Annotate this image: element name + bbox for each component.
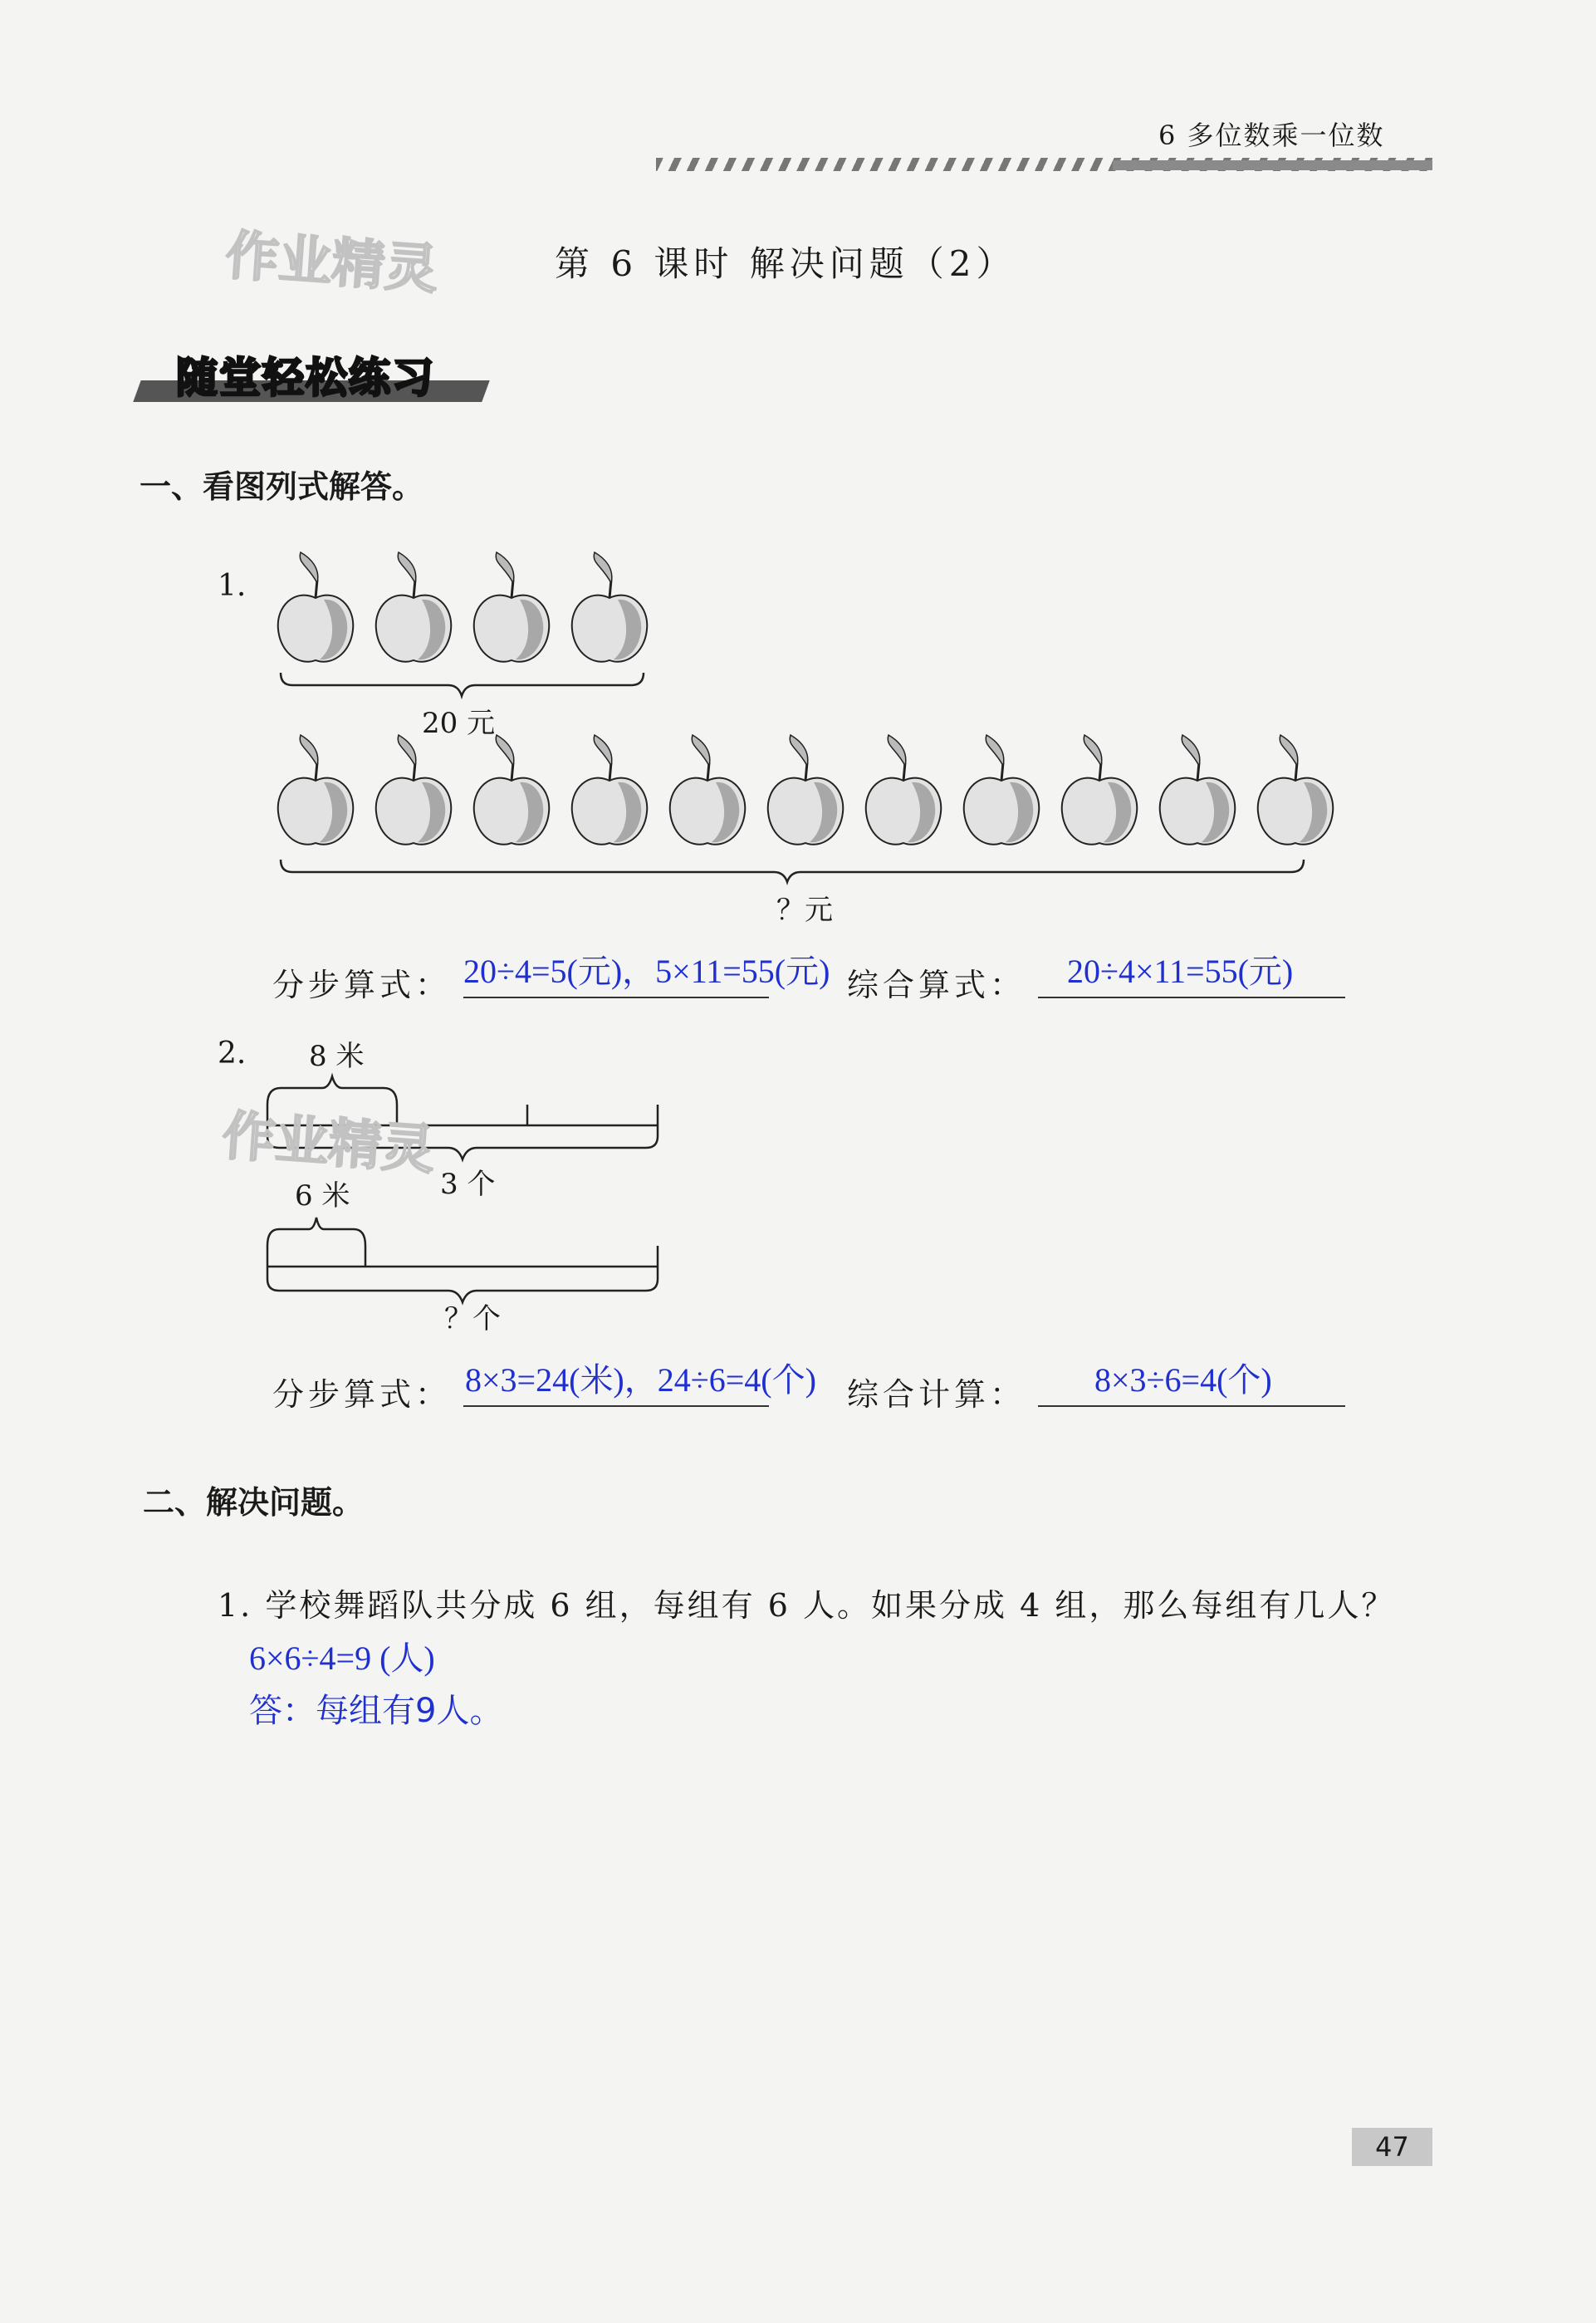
combined-formula-answer: 20÷4×11=55(元) (1067, 953, 1294, 990)
watermark: 作业精灵 (223, 225, 440, 301)
section-banner: 随堂轻松练习 (176, 354, 435, 402)
apple-icon (474, 735, 550, 845)
answer-underline (1038, 1405, 1345, 1407)
brace-top (281, 673, 644, 696)
apple-icon (278, 735, 354, 845)
apple-icon (866, 735, 942, 845)
question-calculation: 6×6÷4=9 (人) (249, 1639, 435, 1677)
apple-icon (572, 735, 648, 845)
step-formula-answer: 20÷4=5(元)，5×11=55(元) (463, 953, 830, 990)
page-number: 47 (1375, 2131, 1409, 2163)
section2-title: 二、解决问题。 (143, 1484, 365, 1521)
answer-underline (463, 1405, 769, 1407)
combined-calc-label: 综合计算： (847, 1376, 1026, 1413)
segment-length-label: 8 米 (309, 1040, 365, 1073)
question-text: 1. 学校舞蹈队共分成 6 组，每组有 6 人。如果分成 4 组，那么每组有几人？ (218, 1587, 1396, 1624)
question-answer: 答：每组有9人。 (249, 1692, 503, 1730)
apple-icon (964, 735, 1040, 845)
brace-6m (267, 1218, 365, 1246)
problem2-number: 2. (218, 1037, 247, 1071)
answer-underline (463, 997, 769, 998)
section1-title: 一、看图列式解答。 (140, 468, 424, 505)
combined-calc-answer: 8×3÷6=4(个) (1094, 1361, 1272, 1399)
watermark: 作业精灵 (220, 1105, 437, 1182)
apples-bottom-group (278, 735, 1334, 845)
chapter-header: 6 多位数乘一位数 (1158, 120, 1385, 151)
lesson-title: 第 6 课时 解决问题（2） (555, 243, 1016, 284)
step-formula-label: 分步算式： (272, 1376, 452, 1413)
combined-formula-label: 综合算式： (847, 967, 1026, 1003)
answer-underline (1038, 997, 1345, 998)
step-formula-answer: 8×3=24(米)，24÷6=4(个) (465, 1361, 816, 1399)
apple-icon (1160, 735, 1236, 845)
apple-icon (572, 552, 648, 662)
total-price-label: 20 元 (422, 707, 496, 740)
apple-icon (376, 735, 452, 845)
segment-count-label: 3 个 (440, 1168, 496, 1201)
apple-icon (1258, 735, 1334, 845)
apple-icon (278, 552, 354, 662)
brace-bottom (281, 860, 1304, 882)
unknown-count-label: ？个 (444, 1302, 501, 1335)
unknown-price-label: ？元 (776, 894, 833, 927)
apples-top-group (278, 552, 648, 662)
step-formula-label: 分步算式： (272, 967, 452, 1003)
new-segment-length-label: 6 米 (295, 1179, 350, 1213)
apple-icon (376, 552, 452, 662)
apple-icon (474, 552, 550, 662)
problem1-number: 1. (218, 569, 247, 603)
apple-icon (768, 735, 844, 845)
apple-icon (1062, 735, 1138, 845)
apple-icon (670, 735, 746, 845)
